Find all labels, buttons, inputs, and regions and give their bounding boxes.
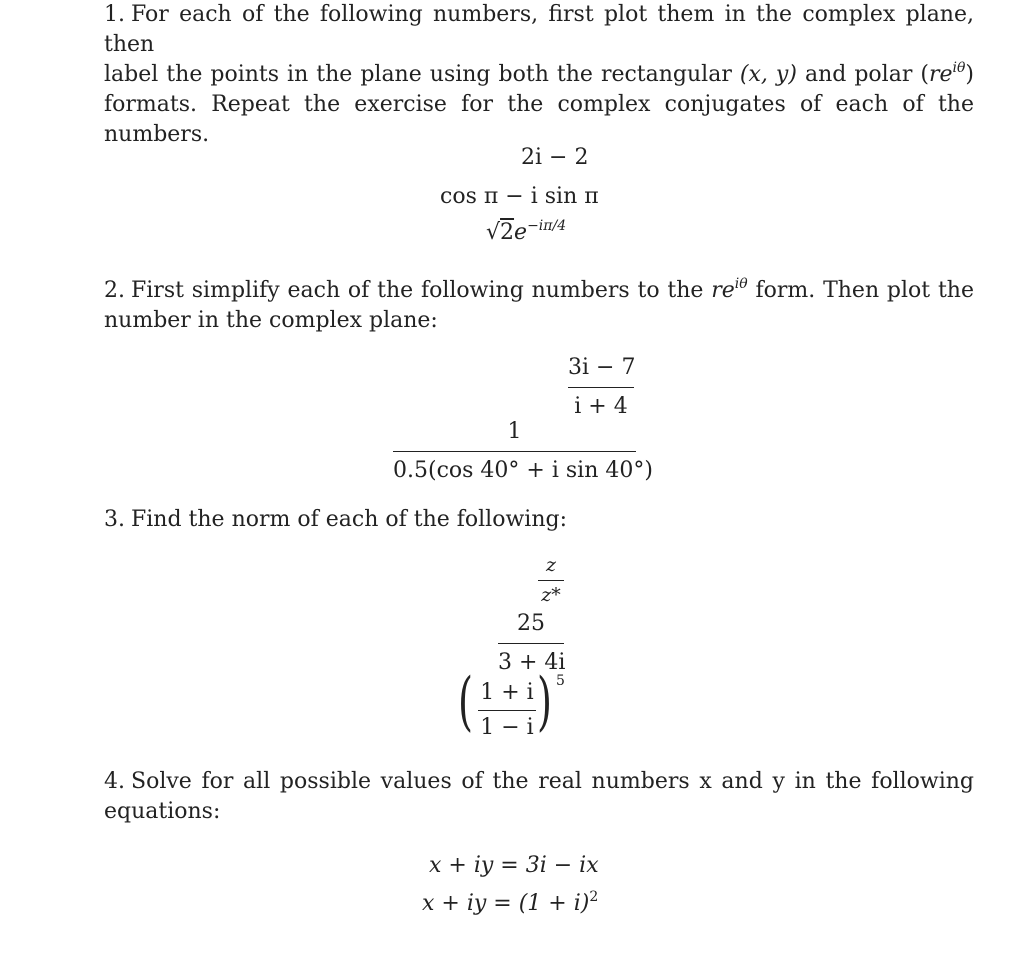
expr-2i-minus-2: 2i − 2: [521, 145, 589, 170]
problem-1-line-2: label the points in the plane using both the rectangular (x, y) and polar $(re^{i\theta})$: [104, 60, 975, 87]
problem-2-text: [104, 276, 974, 336]
fraction-z-over-zstar: z z*: [538, 556, 564, 605]
problem-1-line-1: 1. For each of the following numbers, first plot them in the complex plane, then: [104, 2, 974, 57]
polar-format: $(re^{i\theta})$: [920, 60, 975, 87]
equation-2: x + iy = $(1 + i)^2$: [422, 889, 599, 916]
equation-1: x + iy = 3i − ix: [429, 853, 599, 878]
problem-4-number: 4.: [104, 769, 125, 794]
problem-3-text: [104, 505, 974, 535]
fraction-3i-minus-7-over-i-plus-4: 3i − 7 i + 4: [568, 355, 636, 419]
problem-1-text: [104, 0, 974, 150]
expr-cos-pi: cos π − i sin π: [440, 184, 599, 209]
right-paren: ): [536, 665, 552, 739]
problem-3-number: 3.: [104, 507, 125, 532]
fraction-25-over-3-plus-4i: 25 3 + 4i: [498, 611, 566, 675]
problem-3-line-1: 3. Find the norm of each of the following:: [104, 507, 567, 532]
rect-format: (x, y): [739, 62, 797, 87]
problem-4-line-2: equations:: [104, 799, 221, 824]
problem-4-line-1: 4. Solve for all possible values of the real numbers x and y in the following: [104, 769, 974, 794]
problem-4-text: [104, 767, 974, 827]
fraction-1-plus-i-over-1-minus-i: 1 + i 1 − i: [478, 682, 536, 739]
expr-sqrt2-exp: $√2e^{-i\pi/4}$: [486, 218, 567, 245]
problem-1-number: 1.: [104, 2, 125, 27]
left-paren: (: [457, 665, 473, 739]
fraction-1-over-polar: 1 0.5(cos 40° + i sin 40°): [393, 419, 653, 483]
problem-2-line-1: 2. First simplify each of the following numbers to the $re^{i\theta}$ form. Then plot the: [104, 276, 974, 303]
problem-1-line-3: formats. Repeat the exercise for the complex conjugates of each of the numbers.: [104, 92, 974, 147]
power-5: 5: [556, 673, 565, 689]
problem-2-line-2: number in the complex plane:: [104, 308, 438, 333]
problem-2-number: 2.: [104, 278, 125, 303]
